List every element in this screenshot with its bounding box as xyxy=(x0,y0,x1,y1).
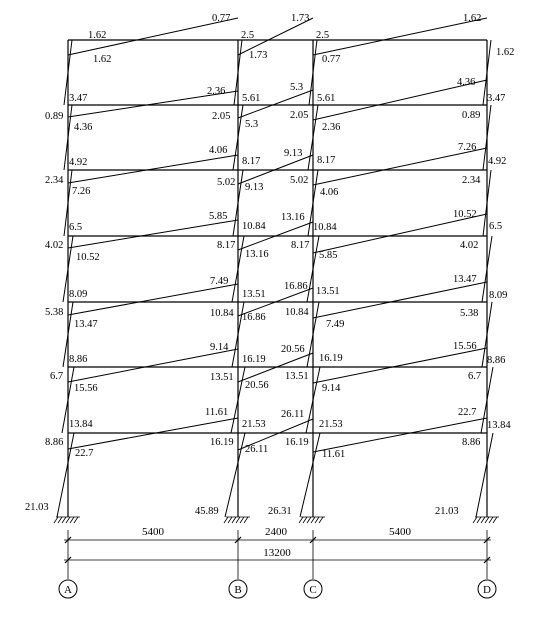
moment-value: 2.5 xyxy=(316,30,330,41)
moment-value: 20.56 xyxy=(281,344,305,355)
moment-value: 8.09 xyxy=(489,290,508,301)
moment-line xyxy=(313,18,487,55)
moment-value: 5.02 xyxy=(217,177,236,188)
axis-a-label: A xyxy=(64,584,72,596)
moment-value: 8.17 xyxy=(291,240,310,251)
moment-value: 2.05 xyxy=(212,111,231,122)
columns xyxy=(68,40,487,517)
moment-value: 8.86 xyxy=(462,437,481,448)
moment-value: 4.02 xyxy=(45,240,64,251)
column-moment-lines xyxy=(57,40,493,517)
moment-value: 4.92 xyxy=(69,157,88,168)
moment-value: 16.86 xyxy=(284,281,308,292)
moment-value: 4.06 xyxy=(209,145,228,156)
moment-value: 0.89 xyxy=(462,110,481,121)
moment-value: 10.84 xyxy=(242,221,266,232)
moment-value: 15.56 xyxy=(453,341,477,352)
moment-value: 1.62 xyxy=(463,13,482,24)
moment-value: 16.86 xyxy=(242,312,266,323)
moment-value: 13.51 xyxy=(242,289,266,300)
moment-value: 5.85 xyxy=(319,250,338,261)
moment-line xyxy=(68,155,238,183)
moment-value: 20.56 xyxy=(245,380,269,391)
moment-value: 4.02 xyxy=(460,240,479,251)
moment-value: 13.16 xyxy=(281,212,305,223)
moment-value: 4.06 xyxy=(320,187,339,198)
moment-value: 1.73 xyxy=(249,50,268,61)
span-bc-dimension: 2400 xyxy=(265,526,287,538)
moment-value: 6.5 xyxy=(489,221,503,232)
moment-value: 9.14 xyxy=(322,383,341,394)
moment-value: 16.19 xyxy=(285,437,309,448)
moment-value: 16.19 xyxy=(242,354,266,365)
moment-value: 6.7 xyxy=(468,371,482,382)
support-d xyxy=(473,517,499,523)
moment-value: 0.77 xyxy=(322,54,341,65)
moment-value: 21.03 xyxy=(435,506,459,517)
moment-value: 22.7 xyxy=(75,448,94,459)
axis-d-label: D xyxy=(483,584,491,596)
moment-value: 5.61 xyxy=(317,93,336,104)
moment-value: 0.89 xyxy=(45,111,64,122)
moment-value: 1.62 xyxy=(93,54,112,65)
moment-value: 8.17 xyxy=(242,156,261,167)
moment-value: 8.17 xyxy=(317,155,336,166)
moment-value: 10.84 xyxy=(313,222,337,233)
moment-value: 13.51 xyxy=(210,372,234,383)
moment-value: 13.47 xyxy=(74,319,98,330)
moment-line xyxy=(68,220,238,248)
span-cd-dimension: 5400 xyxy=(389,526,411,538)
moment-value: 4.36 xyxy=(457,77,476,88)
moment-value: 13.51 xyxy=(285,371,309,382)
moment-value: 11.61 xyxy=(205,407,229,418)
axis-markers xyxy=(59,580,496,598)
moment-value: 8.86 xyxy=(45,437,64,448)
moment-value: 3.47 xyxy=(69,93,88,104)
moment-value: 6.5 xyxy=(69,222,83,233)
moment-value: 4.36 xyxy=(74,122,93,133)
moment-value: 26.11 xyxy=(281,409,305,420)
moment-value: 8.86 xyxy=(487,355,506,366)
total-dimension: 13200 xyxy=(263,547,291,559)
moment-value: 13.84 xyxy=(69,419,93,430)
moment-value: 5.38 xyxy=(45,307,64,318)
moment-value: 5.02 xyxy=(290,175,309,186)
moment-value: 1.73 xyxy=(291,13,310,24)
moment-value: 7.49 xyxy=(326,319,345,330)
moment-value: 21.53 xyxy=(319,419,343,430)
moment-value: 45.89 xyxy=(195,506,219,517)
moment-value: 11.61 xyxy=(322,449,346,460)
moment-value: 7.49 xyxy=(210,276,229,287)
moment-value: 3.47 xyxy=(487,93,506,104)
moment-value: 15.56 xyxy=(74,383,98,394)
moment-value: 0.77 xyxy=(212,13,231,24)
moment-value: 2.36 xyxy=(207,86,226,97)
moment-value: 9.13 xyxy=(245,182,264,193)
moment-value: 2.05 xyxy=(290,110,309,121)
moment-value: 16.19 xyxy=(319,353,343,364)
moment-value: 2.34 xyxy=(462,175,481,186)
moment-value: 9.13 xyxy=(284,148,303,159)
moment-value: 9.14 xyxy=(210,342,229,353)
moment-value: 5.38 xyxy=(460,308,479,319)
beam-moment-lines xyxy=(68,18,487,452)
moment-value: 5.3 xyxy=(290,82,304,93)
moment-line xyxy=(313,148,487,185)
moment-value: 22.7 xyxy=(458,407,477,418)
moment-value: 7.26 xyxy=(458,142,477,153)
support-c xyxy=(299,517,325,523)
moment-value: 16.19 xyxy=(210,437,234,448)
moment-value: 21.03 xyxy=(25,502,49,513)
moment-value: 7.26 xyxy=(72,186,91,197)
moment-value: 2.34 xyxy=(45,175,64,186)
moment-value: 2.5 xyxy=(241,30,255,41)
moment-value: 5.3 xyxy=(245,119,259,130)
moment-value: 5.85 xyxy=(209,211,228,222)
moment-value: 26.31 xyxy=(268,506,292,517)
moment-value: 26.11 xyxy=(245,444,269,455)
moment-value: 13.16 xyxy=(245,249,269,260)
moment-value: 10.84 xyxy=(210,308,234,319)
support-a xyxy=(54,517,80,523)
moment-value: 13.84 xyxy=(487,420,511,431)
support-b xyxy=(224,517,250,523)
moment-values xyxy=(25,13,514,517)
moment-value: 2.36 xyxy=(322,122,341,133)
axis-b-label: B xyxy=(234,584,242,596)
moment-value: 8.17 xyxy=(217,240,236,251)
moment-value: 1.62 xyxy=(496,47,515,58)
moment-value: 8.86 xyxy=(69,354,88,365)
moment-value: 10.84 xyxy=(285,307,309,318)
moment-value: 6.7 xyxy=(50,371,64,382)
axis-c-label: C xyxy=(309,584,317,596)
moment-value: 4.92 xyxy=(488,156,507,167)
span-ab-dimension: 5400 xyxy=(142,526,164,538)
moment-value: 13.51 xyxy=(316,286,340,297)
moment-value: 10.52 xyxy=(76,252,100,263)
fixed-supports xyxy=(54,517,499,523)
moment-value: 10.52 xyxy=(453,209,477,220)
moment-value: 5.61 xyxy=(242,93,261,104)
moment-value: 8.09 xyxy=(69,289,88,300)
moment-value: 21.53 xyxy=(242,419,266,430)
moment-value: 1.62 xyxy=(88,30,107,41)
beams xyxy=(68,40,487,433)
moment-value: 13.47 xyxy=(453,274,477,285)
